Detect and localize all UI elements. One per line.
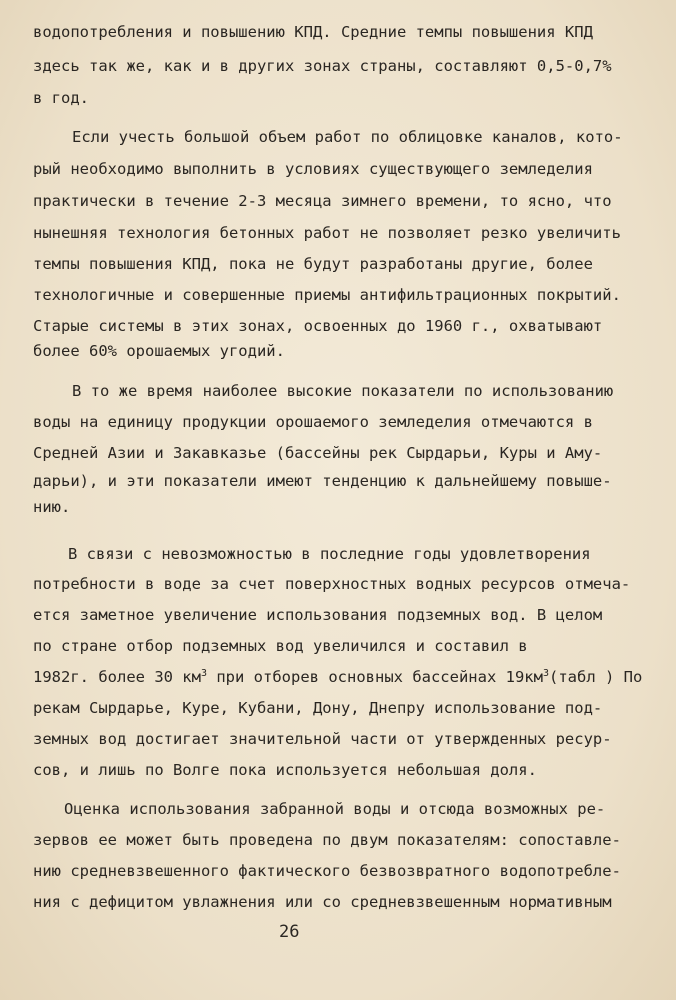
text-line: В связи с невозможностью в последние годы удовлетворения [68, 545, 591, 563]
text-fragment: (табл ) По [549, 668, 643, 686]
text-line-1982 [33, 668, 642, 689]
text-line: практически в течение 2-3 месяца зимнего времени, то ясно, что [33, 192, 612, 210]
text-line: по стране отбор подземных вод увеличился и составил в [33, 637, 528, 655]
page-number: 26 [279, 922, 300, 942]
text-line: нынешняя технология бетонных работ не позволяет резко увеличить [33, 224, 621, 242]
text-line: рый необходимо выполнить в условиях существующего земледелия [33, 160, 593, 178]
text-line: водопотребления и повышению КПД. Средние темпы повышения КПД [33, 23, 593, 41]
text-line: нию. [33, 498, 71, 516]
text-line: Старые системы в этих зонах, освоенных до 1960 г., охватывают [33, 317, 603, 335]
text-line: ется заметное увеличение использования подземных вод. В целом [33, 606, 603, 624]
text-fragment: 1982г. более 30 км [33, 668, 201, 686]
text-line: в год. [33, 89, 89, 107]
text-line: зервов ее может быть проведена по двум показателям: сопоставле- [33, 831, 621, 849]
text-line: Средней Азии и Закавказье (бассейны рек Сырдарьи, Куры и Аму- [33, 444, 603, 462]
text-line: темпы повышения КПД, пока не будут разработаны другие, более [33, 255, 593, 273]
text-line: здесь так же, как и в других зонах страны, составляют 0,5-0,7% [33, 57, 612, 75]
text-line: воды на единицу продукции орошаемого земледелия отмечаются в [33, 413, 593, 431]
text-line: Если учесть большой объем работ по облицовке каналов, кото- [72, 128, 623, 146]
text-line: земных вод достигает значительной части от утвержденных ресур- [33, 730, 612, 748]
superscript: 3 [200, 668, 208, 679]
text-line: ния с дефицитом увлажнения или со средневзвешенным нормативным [33, 893, 612, 911]
text-line: сов, и лишь по Волге пока используется небольшая доля. [33, 761, 537, 779]
text-line: потребности в воде за счет поверхностных водных ресурсов отмеча- [33, 575, 631, 593]
text-line: нию средневзвешенного фактического безвозвратного водопотребле- [33, 862, 621, 880]
text-fragment: при отборев основных бассейнах 19км [207, 668, 543, 686]
text-line: более 60% орошаемых угодий. [33, 342, 285, 360]
text-line: дарьи), и эти показатели имеют тенденцию к дальнейшему повыше- [33, 472, 612, 490]
text-line: В то же время наиболее высокие показатели по использованию [72, 382, 614, 400]
text-line: технологичные и совершенные приемы антифильтрационных покрытий. [33, 286, 621, 304]
text-line: рекам Сырдарье, Куре, Кубани, Дону, Днепру использование под- [33, 699, 603, 717]
text-line: Оценка использования забранной воды и отсюда возможных ре- [64, 800, 606, 818]
superscript: 3 [542, 668, 549, 679]
